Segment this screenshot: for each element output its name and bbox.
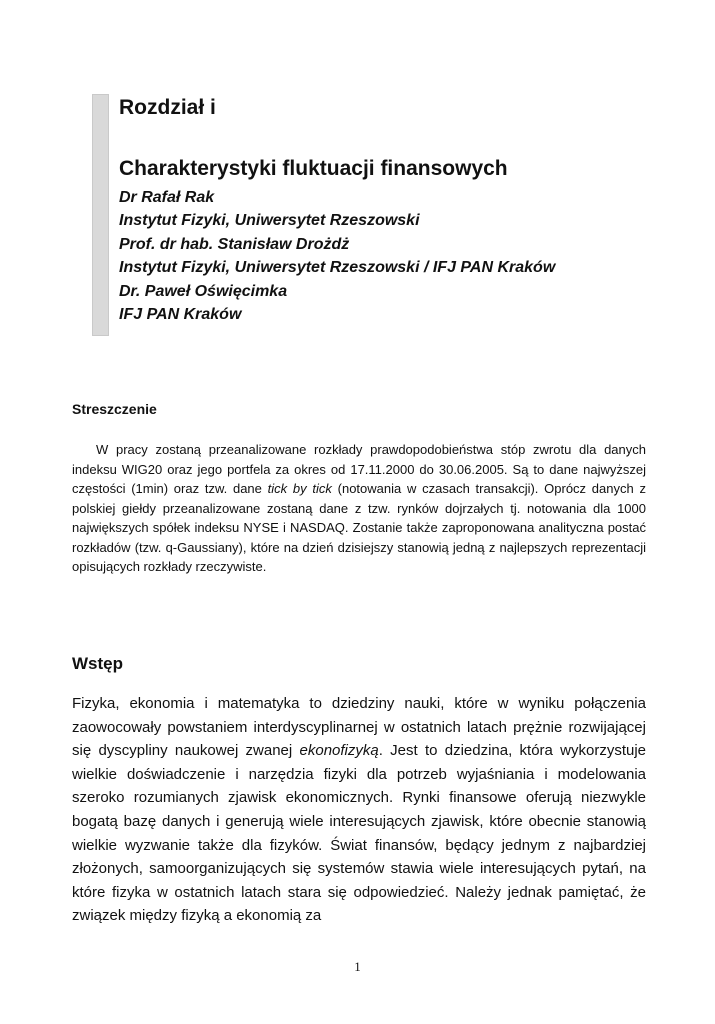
- author-line: IFJ PAN Kraków: [119, 306, 242, 324]
- introduction-heading: Wstęp: [72, 654, 123, 673]
- introduction-text-part: Fizyka, ekonomia i matematyka to dziedziny nauki, które w wyniku połączenia zaowocowały powstaniem interdyscyplinarnej w ostatnich latach prężnie rozwijającej się dyscypliny naukowej zwanej: [72, 695, 646, 760]
- author-line: Instytut Fizyki, Uniwersytet Rzeszowski / IFJ PAN Kraków: [119, 259, 556, 277]
- chapter-header: [92, 94, 652, 336]
- chapter-side-bar: [92, 94, 109, 336]
- abstract-paragraph: [72, 440, 646, 577]
- author-line: Dr. Paweł Oświęcimka: [119, 282, 288, 300]
- introduction-italic-term: ekonofizyką: [299, 742, 379, 760]
- author-line: Prof. dr hab. Stanisław Drożdż: [119, 235, 350, 253]
- author-line: Dr Rafał Rak: [119, 189, 215, 206]
- abstract-text-part: (notowania w czasach transakcji). Oprócz danych z polskiej giełdy przeanalizowane zostaną dane z tzw. rynków dojrzałych tj. notowania dla 1000 największych spółek indeksu NYSE i NASDAQ. Zostanie także zaproponowana analityczna postać rozkładów (tzw. q-Gaussiany), które na dzień dzisiejszy stanowią jedną z najlepszych reprezentacji opisujących rozkłady rzeczywiste.: [72, 481, 646, 574]
- page-number: 1: [354, 959, 361, 974]
- abstract-italic-term: tick by tick: [267, 481, 332, 496]
- author-list: [119, 186, 555, 326]
- introduction-paragraph: [72, 692, 646, 928]
- chapter-title: Charakterystyki fluktuacji finansowych: [119, 157, 508, 180]
- abstract-heading: Streszczenie: [72, 401, 157, 417]
- chapter-label: Rozdział i: [119, 96, 216, 119]
- author-line: Instytut Fizyki, Uniwersytet Rzeszowski: [119, 212, 420, 230]
- abstract-text-part: W pracy zostaną przeanalizowane rozkłady prawdopodobieństwa stóp zwrotu dla danych indeksu WIG20 oraz jego portfela za okres od 17.11.2000 do 30.06.2005. Są to dane najwyższej częstości (1min) oraz tzw. dane: [72, 442, 646, 496]
- introduction-text-part: . Jest to dziedzina, która wykorzystuje wielkie doświadczenie i narzędzia fizyki dla potrzeb wyjaśniania i modelowania szeroko rozumianych zjawisk ekonomicznych. Rynki finansowe oferują niezwykle bogatą bazę danych i generują wiele interesujących zjawisk, które obecnie stanowią wielkie wyzwanie także dla fizyków. Świat finansów, będący jednym z najbardziej złożonych, samoorganizujących się systemów stawia wiele interesujących pytań, na które fizyka w ostatnich latach stara się odpowiedzieć. Należy jednak pamiętać, że związek między fizyką a ekonomią za: [72, 742, 646, 925]
